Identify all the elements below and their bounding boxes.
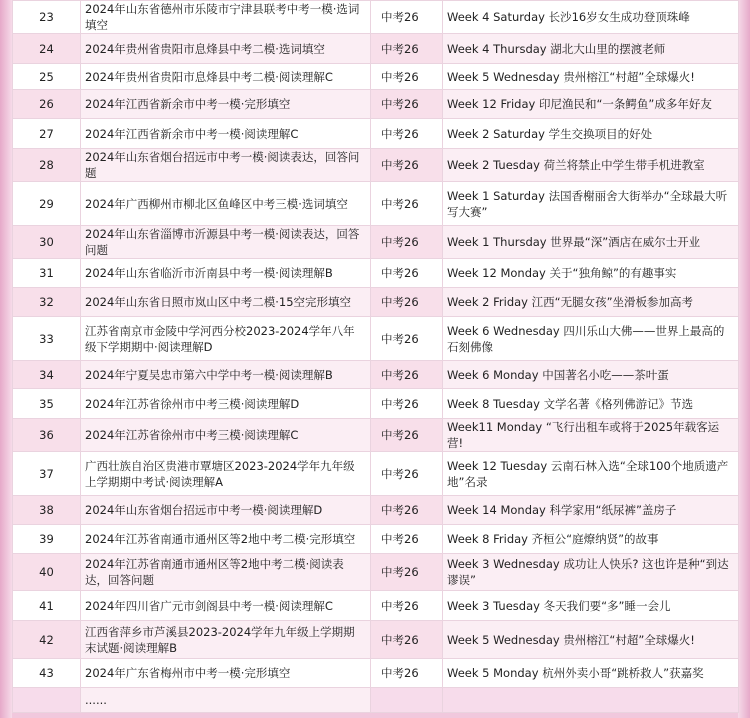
- exam-source: 2024年山东省日照市岚山区中考二模·15空完形填空: [81, 288, 371, 317]
- table-row: [13, 149, 739, 182]
- more-ellipsis: ......: [81, 688, 371, 713]
- exam-source: 2024年广东省梅州市中考一模·完形填空: [81, 659, 371, 688]
- table-row: [13, 452, 739, 496]
- row-number: 30: [13, 226, 81, 259]
- article-topic: Week 3 Wednesday 成功让人快乐? 这也许是种“到达谬误”: [443, 554, 739, 591]
- table-row: [13, 288, 739, 317]
- exam-source: 2024年山东省烟台招远市中考一模·阅读理解D: [81, 496, 371, 525]
- grade-label: 中考26: [371, 259, 443, 288]
- row-number: 40: [13, 554, 81, 591]
- grade-label: 中考26: [371, 64, 443, 90]
- row-number: 41: [13, 591, 81, 621]
- row-number: 38: [13, 496, 81, 525]
- question-source-table: [12, 0, 739, 713]
- empty-cell: [443, 688, 739, 713]
- grade-label: 中考26: [371, 149, 443, 182]
- grade-label: 中考26: [371, 659, 443, 688]
- table-row: [13, 1, 739, 34]
- table-row: [13, 182, 739, 226]
- row-number: 34: [13, 361, 81, 389]
- grade-label: 中考26: [371, 621, 443, 659]
- grade-label: 中考26: [371, 389, 443, 419]
- grade-label: 中考26: [371, 317, 443, 361]
- row-number: 24: [13, 34, 81, 64]
- article-topic: Week 2 Friday 江西“无腿女孩”坐滑板参加高考: [443, 288, 739, 317]
- article-topic: Week11 Monday “飞行出租车或将于2025年载客运营!: [443, 419, 739, 452]
- article-topic: Week 2 Tuesday 荷兰将禁止中学生带手机进教室: [443, 149, 739, 182]
- row-number: 35: [13, 389, 81, 419]
- table-row: [13, 419, 739, 452]
- exam-source: 2024年江西省新余市中考一模·阅读理解C: [81, 119, 371, 149]
- grade-label: 中考26: [371, 34, 443, 64]
- row-number: 37: [13, 452, 81, 496]
- exam-source: 2024年贵州省贵阳市息烽县中考二模·阅读理解C: [81, 64, 371, 90]
- row-number: 36: [13, 419, 81, 452]
- row-number: 26: [13, 90, 81, 119]
- article-topic: Week 8 Tuesday 文学名著《格列佛游记》节选: [443, 389, 739, 419]
- grade-label: 中考26: [371, 288, 443, 317]
- row-number: 39: [13, 525, 81, 554]
- article-topic: Week 3 Tuesday 冬天我们要“多”睡一会儿: [443, 591, 739, 621]
- exam-source: 2024年江苏省南通市通州区等2地中考二模·完形填空: [81, 525, 371, 554]
- exam-source: 2024年江苏省南通市通州区等2地中考二模·阅读表达，回答问题: [81, 554, 371, 591]
- exam-source: 2024年四川省广元市剑阁县中考一模·阅读理解C: [81, 591, 371, 621]
- article-topic: Week 4 Thursday 湖北大山里的摆渡老师: [443, 34, 739, 64]
- table-row: [13, 64, 739, 90]
- article-topic: Week 12 Monday 关于“独角鲸”的有趣事实: [443, 259, 739, 288]
- row-number: 29: [13, 182, 81, 226]
- exam-source: 2024年宁夏吴忠市第六中学中考一模·阅读理解B: [81, 361, 371, 389]
- exam-source: 2024年广西柳州市柳北区鱼峰区中考三模·选词填空: [81, 182, 371, 226]
- table-row: [13, 119, 739, 149]
- exam-source: 江苏省南京市金陵中学河西分校2023-2024学年八年级下学期期中·阅读理解D: [81, 317, 371, 361]
- table-row-more: [13, 688, 739, 713]
- article-topic: Week 5 Wednesday 贵州榕江“村超”全球爆火!: [443, 621, 739, 659]
- row-number: 31: [13, 259, 81, 288]
- grade-label: 中考26: [371, 554, 443, 591]
- row-number: 42: [13, 621, 81, 659]
- right-border-decoration: [738, 0, 750, 718]
- article-topic: Week 2 Saturday 学生交换项目的好处: [443, 119, 739, 149]
- grade-label: 中考26: [371, 591, 443, 621]
- article-topic: Week 1 Thursday 世界最“深”酒店在威尔士开业: [443, 226, 739, 259]
- table-row: [13, 554, 739, 591]
- exam-source: 2024年江苏省徐州市中考三模·阅读理解C: [81, 419, 371, 452]
- article-topic: Week 12 Friday 印尼渔民和“一条鳄鱼”成多年好友: [443, 90, 739, 119]
- exam-source: 2024年江西省新余市中考一模·完形填空: [81, 90, 371, 119]
- grade-label: 中考26: [371, 496, 443, 525]
- article-topic: Week 8 Friday 齐桓公“庭燎纳贤”的故事: [443, 525, 739, 554]
- exam-source: 江西省萍乡市芦溪县2023-2024学年九年级上学期期末试题·阅读理解B: [81, 621, 371, 659]
- table-row: [13, 621, 739, 659]
- table-row: [13, 317, 739, 361]
- exam-source: 2024年山东省烟台招远市中考一模·阅读表达，回答问题: [81, 149, 371, 182]
- empty-cell: [13, 688, 81, 713]
- grade-label: 中考26: [371, 525, 443, 554]
- article-topic: Week 6 Monday 中国著名小吃——茶叶蛋: [443, 361, 739, 389]
- table-row: [13, 90, 739, 119]
- grade-label: 中考26: [371, 182, 443, 226]
- grade-label: 中考26: [371, 90, 443, 119]
- table-row: [13, 259, 739, 288]
- article-topic: Week 1 Saturday 法国香榭丽舍大街举办“全球最大听写大赛”: [443, 182, 739, 226]
- grade-label: 中考26: [371, 119, 443, 149]
- exam-source: 2024年山东省德州市乐陵市宁津县联考中考一模·选词填空: [81, 1, 371, 34]
- table-row: [13, 226, 739, 259]
- table-row: [13, 659, 739, 688]
- article-topic: Week 6 Wednesday 四川乐山大佛——世界上最高的石刻佛像: [443, 317, 739, 361]
- exam-source: 2024年贵州省贵阳市息烽县中考二模·选词填空: [81, 34, 371, 64]
- empty-cell: [371, 688, 443, 713]
- row-number: 43: [13, 659, 81, 688]
- row-number: 32: [13, 288, 81, 317]
- article-topic: Week 5 Monday 杭州外卖小哥“跳桥救人”获嘉奖: [443, 659, 739, 688]
- article-topic: Week 4 Saturday 长沙16岁女生成功登顶珠峰: [443, 1, 739, 34]
- exam-source: 2024年山东省淄博市沂源县中考一模·阅读表达，回答问题: [81, 226, 371, 259]
- article-topic: Week 5 Wednesday 贵州榕江“村超”全球爆火!: [443, 64, 739, 90]
- table-row: [13, 496, 739, 525]
- table-row: [13, 591, 739, 621]
- grade-label: 中考26: [371, 226, 443, 259]
- grade-label: 中考26: [371, 361, 443, 389]
- table-row: [13, 361, 739, 389]
- grade-label: 中考26: [371, 1, 443, 34]
- left-border-decoration: [0, 0, 12, 718]
- table-row: [13, 34, 739, 64]
- row-number: 25: [13, 64, 81, 90]
- exam-source: 2024年江苏省徐州市中考三模·阅读理解D: [81, 389, 371, 419]
- exam-source: 2024年山东省临沂市沂南县中考一模·阅读理解B: [81, 259, 371, 288]
- row-number: 33: [13, 317, 81, 361]
- row-number: 23: [13, 1, 81, 34]
- row-number: 27: [13, 119, 81, 149]
- grade-label: 中考26: [371, 452, 443, 496]
- table-row: [13, 525, 739, 554]
- article-topic: Week 12 Tuesday 云南石林入选“全球100个地质遗产地”名录: [443, 452, 739, 496]
- table-row: [13, 389, 739, 419]
- exam-source: 广西壮族自治区贵港市覃塘区2023-2024学年九年级上学期期中考试·阅读理解A: [81, 452, 371, 496]
- grade-label: 中考26: [371, 419, 443, 452]
- article-topic: Week 14 Monday 科学家用“纸尿裤”盖房子: [443, 496, 739, 525]
- row-number: 28: [13, 149, 81, 182]
